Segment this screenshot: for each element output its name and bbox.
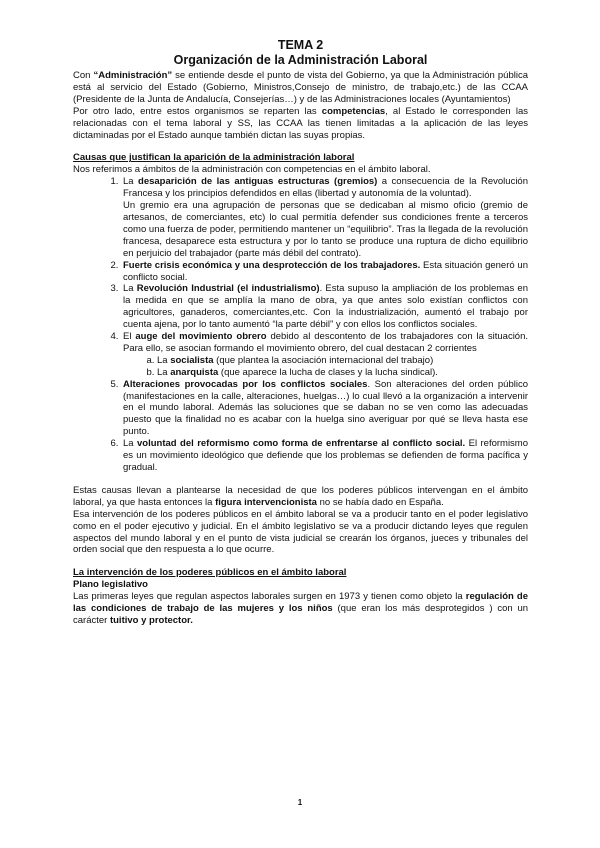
legislative-subheading: Plano legislativo: [73, 579, 148, 591]
list-item: a. La socialista (que plantea la asociación internacional del trabajo): [157, 355, 528, 367]
labor-currents-list: [123, 355, 528, 379]
list-item: b. La anarquista (que aparece la lucha de clases y la lucha sindical).: [157, 367, 528, 379]
causes-list: [73, 176, 528, 474]
guild-explanation: Un gremio era una agrupación de personas que se dedicaban al mismo oficio (gremio de artesanos, de comerciantes, etc) lo cual permitía defender sus condiciones frente a terceros como una fuerza de poder, permitiendo mantener un “equilibrio”. Tras la llegada de la revolución francesa, desaparece esta estructura y por lo tanto se produce una ruptura de dicho equilibrio en perjuicio del trabajador (parte más débil del contrato).: [123, 200, 528, 259]
document-body: [73, 38, 528, 627]
causes-intro: Nos referimos a ámbitos de la administración con competencias en el ámbito laboral.: [73, 164, 431, 176]
intervention-heading: La intervención de los poderes públicos en el ámbito laboral: [73, 567, 347, 579]
intro-paragraph-2: Por otro lado, entre estos organismos se reparten las competencias, al Estado le corresponden las relacionadas con el tema laboral y SS, las CCAA las tienen limitadas a la aplicación de las leyes dictaminadas por el Estado aunque también dictan las suyas propias.: [73, 105, 528, 141]
conclusion-paragraph-1: Estas causas llevan a plantearse la necesidad de que los poderes públicos intervengan en el ámbito laboral, ya que hasta entonces la figura intervencionista no se había dado en España.: [73, 484, 528, 508]
list-item: 4. El auge del movimiento obrero debido al descontento de los trabajadores con la situación. Para ello, se asocian formando el movimiento obrero, del cual destacan 2 corrientes a. La socialista (que plantea la asociación internacional del trabajo) b. La anarquista (que aparece la lucha de clases y la lucha sindical).: [121, 331, 528, 379]
list-item: 5. Alteraciones provocadas por los conflictos sociales. Son alteraciones del orden público (manifestaciones en la calle, alteraciones, huelgas…) lo cual llevó a la organización a intervenir en el mundo laboral. Además las soluciones que se daban no se ven como las adecuadas puesto que la finalidad no es acabar con la huelga sino averiguar por qué se lleva hasta ese punto.: [121, 379, 528, 439]
list-item: 6. La voluntad del reformismo como forma de enfrentarse al conflicto social. El reformismo es un movimiento ideológico que defiende que los problemas se defienden de forma pacífica y gradual.: [121, 438, 528, 474]
page-title: Organización de la Administración Laboral: [173, 53, 428, 67]
legislative-paragraph: Las primeras leyes que regulan aspectos laborales surgen en 1973 y tienen como objeto la regulación de las condiciones de trabajo de las mujeres y los niños (que eran los más desprotegidos ) con un carácter tuitivo y protector.: [73, 591, 529, 626]
page-number: 1: [297, 798, 303, 807]
causes-heading: Causas que justifican la aparición de la administración laboral: [73, 152, 355, 164]
topic-number: TEMA 2: [277, 38, 324, 52]
list-item: 1. La desaparición de las antiguas estructuras (gremios) a consecuencia de la Revolución Francesa y los principios defendidos en ellas (libertad y autonomía de la voluntad). Un gremio era una agrupación de personas que se dedicaban al mismo oficio (gremio de artesanos, de comerciantes, etc) lo cual permitía defender sus condiciones frente a terceros como una fuerza de poder, permitiendo mantener un “equilibrio”. Tras la llegada de la revolución francesa, desaparece esta estructura y por lo tanto se produce una ruptura de dicho equilibrio en perjuicio del trabajador (parte más débil del contrato).: [121, 176, 528, 259]
conclusion-paragraph-2: Esa intervención de los poderes públicos en el ámbito laboral se va a producir tanto en el poder legislativo como en el poder ejecutivo y judicial. En el ámbito legislativo se va a producir dictando leyes que regulen aspectos del mundo laboral y en el punto de vista judicial se crearán los órganos, jueces y tribunales del orden social que den respuesta a lo que ocurre.: [73, 508, 528, 556]
list-item: 3. La Revolución Industrial (el industrialismo). Esta supuso la ampliación de los problemas en la medida en que se amplía la mano de obra, ya que antes solo existían conflictos con agricultores, ganaderos, comerciantes,etc. Con la industrialización, aumentó el trabajo por cuenta ajena, por lo tanto aumentó “la parte débil” y con ellos los conflictos sociales.: [121, 283, 528, 331]
intro-paragraph-1: Con “Administración” se entiende desde el punto de vista del Gobierno, ya que la Administración pública está al servicio del Estado (Gobierno, Ministros,Consejo de ministro, de trabajo,etc.) de las CCAA (Presidente de la Junta de Andalucía, Consejerías…) y de las Administraciones locales (Ayuntamientos): [73, 70, 528, 105]
list-item: 2. Fuerte crisis económica y una desprotección de los trabajadores. Esta situación generó un conflicto social.: [121, 260, 528, 284]
